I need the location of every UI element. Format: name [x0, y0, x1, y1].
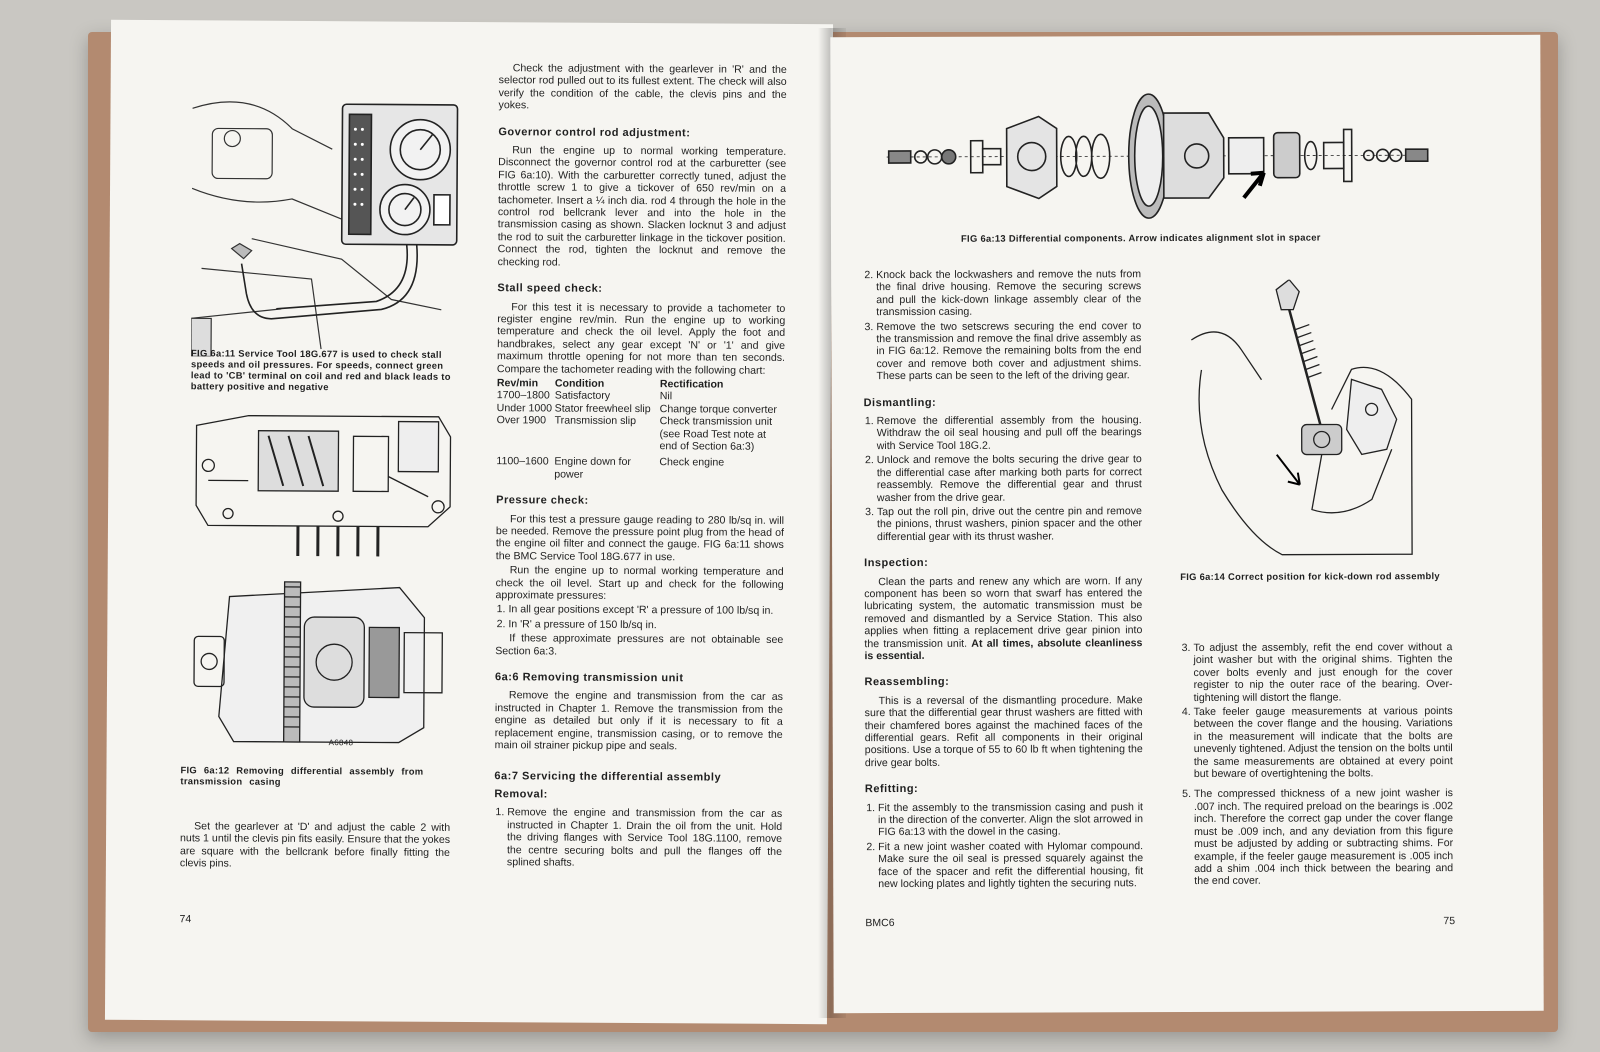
list-item: 1. Remove the differential assembly from the housing. Withdraw the oil seal housing and pull off the bearings with Service Tool 18G.2. — [877, 414, 1142, 452]
inspection-heading: Inspection: — [864, 557, 929, 570]
governor-heading: Governor control rod adjustment: — [498, 125, 691, 139]
right-page — [830, 35, 1543, 1013]
list-item: 5. The compressed thickness of a new joint washer is .007 inch. The required preload on the bearings is .002 inch. Therefore the correct gap under the cover flange must be .009 inch, and any deviation from this figure must be adjusted by adding or subtracting shims. For example, if the feeler gauge measurement is .005 inch add a shim .004 inch thick between the bearing and the end cover. — [1194, 788, 1453, 888]
pressure-text: For this test a pressure gauge reading to 280 lb/sq in. will be needed. Remove the pressure point plug from the head of the engine oil filter and connect the gauge. FIG 6a:11 shows the BMC Service Tool 18G.677 in use. — [495, 512, 785, 564]
stall-speed-table — [496, 377, 785, 482]
fig-6a-14-caption: FIG 6a:14 Correct position for kick-down rod assembly — [1180, 570, 1440, 583]
right-text-column — [863, 268, 1143, 892]
table-cell: Check transmission unit (see Road Test note at end of Section 6a:3) — [659, 415, 773, 453]
table-cell: 1700–1800 — [496, 389, 550, 402]
fig-6a-12-ref: A6848 — [328, 738, 354, 748]
table-cell: Over 1900 — [496, 414, 547, 427]
stall-text: For this test it is necessary to provide a tachometer to register engine rev/min. Run the engine up to working temperature and check the oil level. Apply the foot and handbrakes, select any gear except 'N' or '1' and give maximum throttle opening for not more than ten seconds. Compare the tachometer reading with the following chart: — [496, 300, 786, 377]
list-item: 4. Take feeler gauge measurements at various points between the cover flange and the housing. Variations in the measurement will indicate that the bolts are unevenly tightened. Adjust the tension on the bolts until the same measurements are obtained at every point but beware of overtightening the bolts. — [1194, 705, 1453, 780]
table-cell: Transmission slip — [554, 414, 637, 428]
removal-list — [494, 806, 782, 870]
list-item: 3. Remove the two setscrews securing the end cover to the transmission and remove the final drive assembly as in FIG 6a:12. Remove the remaining bolts from the end cover and remove both cover and adjustment shims. These parts can be seen to the left of the driving gear. — [876, 320, 1141, 383]
table-header: Condition — [554, 377, 605, 390]
list-item: 1. Remove the engine and transmission from the car as instructed in Chapter 1. Drain the oil from the unit. Hold the driving flanges with Service Tool 18G.1100, remove the centre securing bolts and pull the flanges off the splined shafts. — [507, 807, 782, 871]
fig-6a-13-caption: FIG 6a:13 Differential components. Arrow indicates alignment slot in spacer — [960, 231, 1321, 244]
removing-text: Remove the engine and transmission from the car as instructed in Chapter 1. Remove the transmission from the engine as detailed but only if it is necessary to fit a replacement engine, transmission casing, or to remove the main oil strainer pickup pipe and seals. — [494, 689, 783, 753]
fig-6a-13-differential-components-illustration — [878, 87, 1438, 224]
reassembling-text: This is a reversal of the dismantling procedure. Make sure that the differential gear thrust washers are fitted with their chamfered bores against the machined faces of the differential gears. Refit all components in their original positions. Use a torque of 55 to 60 lb ft when tightening the drive gear bolts. — [864, 693, 1143, 769]
left-page — [105, 20, 833, 1024]
intro-paragraph: Check the adjustment with the gearlever in 'R' and the selector rod pulled out to its fullest extent. The check will also verify the condition of the cable, the clevis pins and the yokes. — [498, 62, 787, 112]
dismantling-list — [864, 414, 1142, 543]
removal-subheading: Removal: — [494, 788, 548, 801]
table-cell: Stator freewheel slip — [554, 402, 651, 415]
list-item: 2. Fit a new joint washer coated with Hylomar compound. Make sure the oil seal is pressed squarely against the face of the spacer and refit the differential housing, fit new locking plates and lightly tighten the securing nuts. — [878, 840, 1143, 891]
refitting-list — [865, 801, 1143, 891]
refitting-heading: Refitting: — [864, 783, 919, 796]
stall-heading: Stall speed check: — [497, 282, 603, 295]
list-item: 1. In all gear positions except 'R' a pressure of 100 lb/sq in. — [508, 604, 783, 618]
fig-6a-11-service-tool-illustration — [191, 68, 465, 358]
table-cell: Change torque converter — [659, 402, 777, 416]
table-cell: Check engine — [659, 456, 725, 469]
fig-6a-14-kick-down-rod-illustration — [1181, 279, 1418, 562]
gearlever-paragraph: Set the gearlever at 'D' and adjust the cable 2 with nuts 1 until the clevis pin fits easily. Ensure that the yokes are square with the bellcrank before finally fitting the clevis pins. — [179, 820, 451, 870]
adjustment-list — [1180, 641, 1453, 888]
list-item: 2. Unlock and remove the bolts securing the drive gear to the differential case after marking both parts for correct reassembly. Remove the differential gear and thrust washer from the drive gear. — [877, 453, 1142, 504]
reassembling-heading: Reassembling: — [864, 676, 950, 689]
removing-heading: 6a:6 Removing transmission unit — [495, 671, 684, 685]
adjustment-column — [1180, 641, 1453, 890]
table-cell: Under 1000 — [496, 401, 553, 415]
pressure-text: Run the engine up to normal working temperature and check the oil level. Start up and check for the following approximate pressures: — [495, 564, 784, 602]
table-cell: 1100–1600 — [496, 455, 549, 468]
table-row — [496, 414, 784, 453]
fig-6a-12-transmission-casing-illustration — [188, 405, 459, 567]
inspection-text: Clean the parts and renew any which are worn. If any component has been so worn that swarf has entered the lubricating system, the automatic transmission must be removed and dismantled by a Service Station. This also applies when fitting a replacement drive gear pinion into the transmission unit. At all times, absolute cleanliness is essential. — [864, 574, 1143, 663]
fig-6a-12-caption: FIG 6a:12 Removing differential assembly from transmission casing — [180, 764, 424, 787]
servicing-heading: 6a:7 Servicing the differential assembly — [494, 769, 722, 784]
pressure-heading: Pressure check: — [496, 494, 589, 507]
table-cell: Satisfactory — [554, 389, 611, 403]
page-number-right: 75 — [1443, 915, 1456, 928]
dismantling-heading: Dismantling: — [863, 396, 937, 409]
list-item: 2. Knock back the lockwashers and remove the nuts from the final drive housing. Remove the securing screws and pull the kick-down linkage assembly clear of the transmission casing. — [876, 268, 1141, 319]
table-row — [496, 452, 784, 483]
governor-text: Run the engine up to normal working temperature. Disconnect the governor control rod at the carburetter (see FIG 6a:10). With the carburetter correctly tuned, adjust the throttle screw 1 to give a tickover of 650 rev/min on a tachometer. Insert a ¼ inch dia. rod 4 through the hole in the control rod bellcrank lever and into the hole in the transmission casing as shown. Slacken locknut 3 and adjust the rod to suit the carburetter linkage in the tickover position. Connect the rod, tighten the locknut and remove the checking rod. — [497, 144, 787, 269]
pressure-text: If these approximate pressures are not obtainable see Section 6a:3. — [495, 632, 784, 658]
table-header: Rev/min — [496, 377, 539, 390]
footer-code: BMC6 — [865, 917, 895, 930]
list-item: 3. Tap out the roll pin, drive out the centre pin and remove the pinions, thrust washers, pinion spacer and the other differential gear with its thrust washer. — [877, 505, 1142, 543]
list-item: 2. In 'R' a pressure of 150 lb/sq in. — [508, 618, 783, 632]
pressure-list — [495, 604, 783, 633]
left-text-column — [494, 62, 787, 872]
page-number-left: 74 — [179, 913, 192, 926]
fig-6a-12-differential-illustration — [189, 576, 450, 753]
fig-6a-11-caption: FIG 6a:11 Service Tool 18G.677 is used to check stall speeds and oil pressures. For speeds, connect green lead to 'CB' terminal on coil and red and black leads to battery positive and negative — [190, 347, 451, 393]
removal-continued-list — [863, 268, 1141, 383]
table-cell: Engine down for power — [554, 455, 631, 481]
table-cell: Nil — [659, 390, 673, 403]
list-item: 1. Fit the assembly to the transmission casing and push it in the direction of the converter. Align the slot arrowed in FIG 6a:13 with the dowel in the casing. — [878, 801, 1143, 839]
list-item: 3. To adjust the assembly, refit the end cover without a joint washer but with the original shims. Tighten the cover bolts evenly and just enough for the cover register to nip the outer race of the bearing. Over-tightening will distort the flange. — [1193, 641, 1452, 704]
table-header: Rectification — [659, 378, 724, 391]
